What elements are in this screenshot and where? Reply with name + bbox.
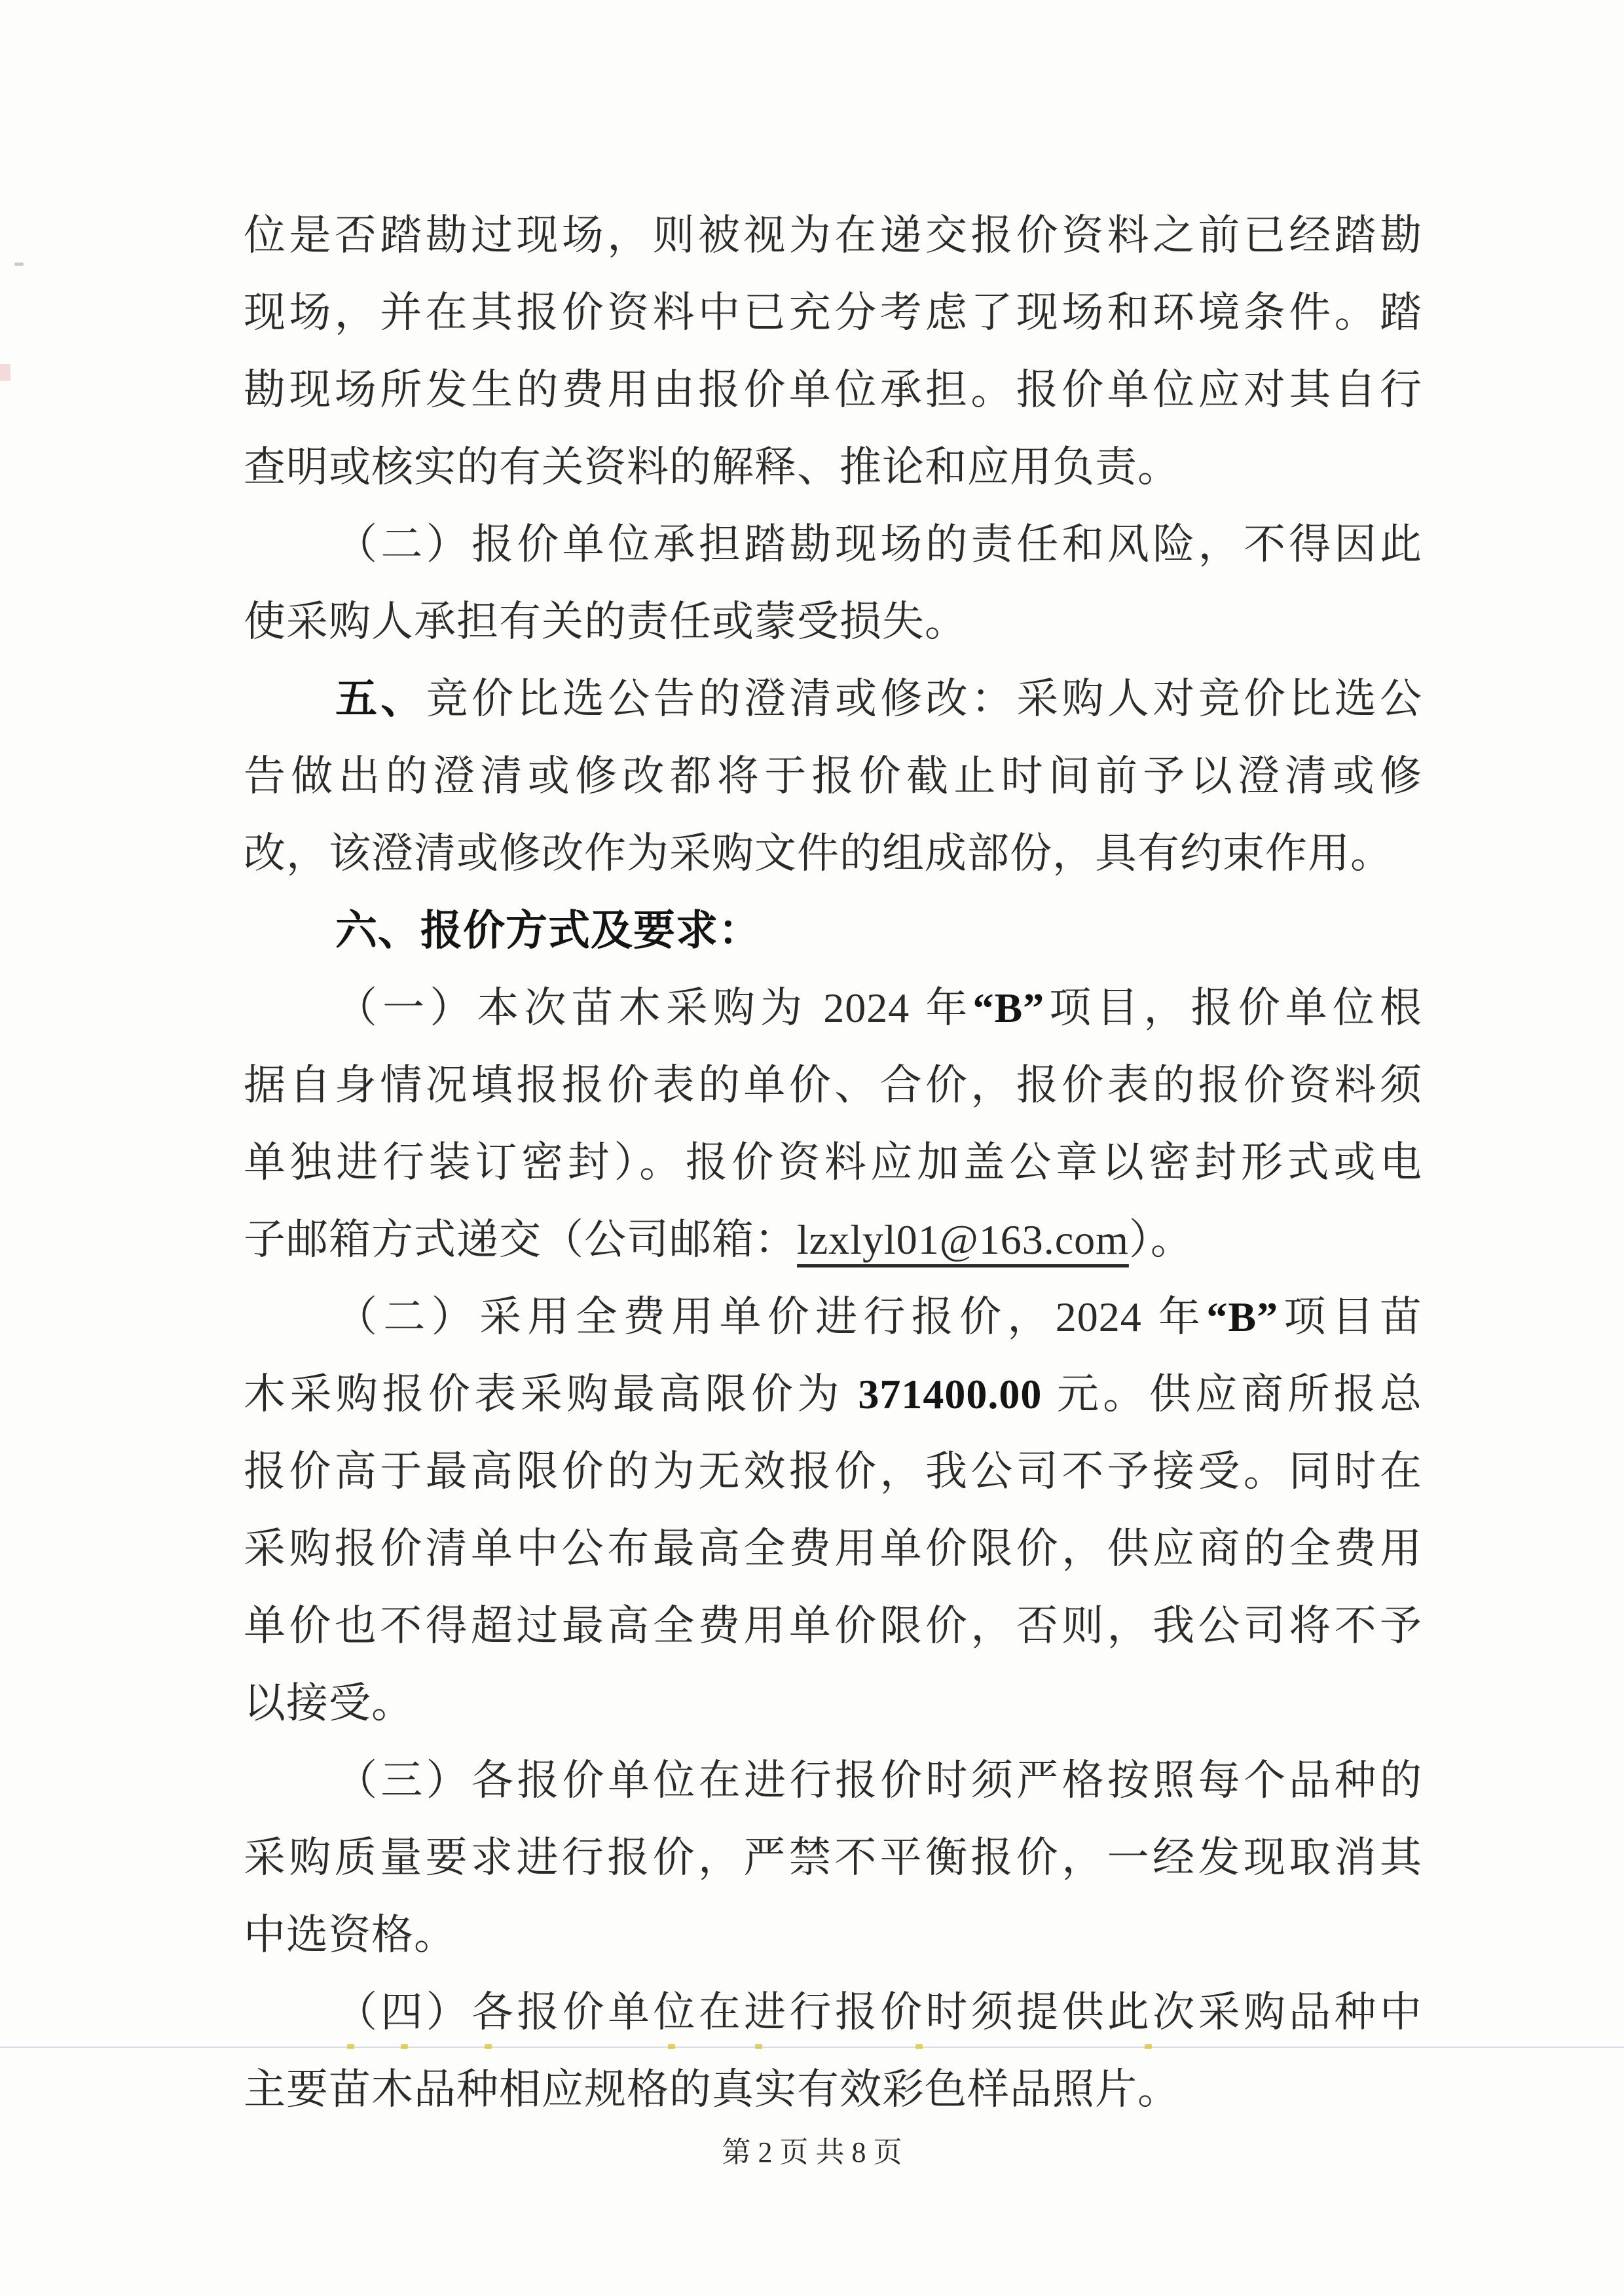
- text-line: [244, 1665, 1422, 1742]
- text-segment: 现场，并在其报价资料中已充分考虑了现场和环境条件。踏: [244, 289, 1422, 336]
- text-segment: 2024: [823, 985, 910, 1031]
- text-line: [244, 429, 1422, 506]
- text-segment: 主要苗木品种相应规格的真实有效彩色样品照片。: [244, 2066, 1180, 2113]
- text-segment: 项目苗: [1278, 1294, 1423, 1340]
- text-segment: “B”: [1206, 1294, 1279, 1340]
- text-line: [244, 352, 1422, 429]
- text-line: [244, 1279, 1422, 1356]
- text-segment: 子邮箱方式递交（公司邮箱：: [244, 1216, 797, 1263]
- text-line: [244, 583, 1422, 661]
- text-segment: “B”: [972, 985, 1045, 1031]
- text-line: [244, 1510, 1422, 1588]
- text-line: [244, 1356, 1422, 1433]
- text-segment: 五、: [335, 676, 426, 722]
- text-line: [244, 274, 1422, 352]
- document-text: [244, 197, 1422, 2128]
- text-line: [244, 1897, 1422, 1974]
- text-segment: 采购报价清单中公布最高全费用单价限价，供应商的全费用: [244, 1525, 1422, 1572]
- text-line: [244, 1047, 1422, 1124]
- text-segment: 竞价比选公告的澄清或修改：采购人对竞价比选公: [426, 676, 1423, 722]
- text-segment: （一）本次苗木采购为: [335, 985, 824, 1031]
- text-line: [244, 2051, 1422, 2128]
- text-line: [244, 1742, 1422, 1819]
- text-segment: 六、报价方式及要求：: [335, 907, 761, 954]
- text-line: [244, 506, 1422, 583]
- text-segment: 单独进行装订密封）。报价资料应加盖公章以密封形式或电: [244, 1139, 1422, 1186]
- text-line: [244, 197, 1422, 274]
- text-line: [244, 1974, 1422, 2051]
- text-segment: 中选资格。: [244, 1912, 456, 1958]
- text-segment: 2024: [1055, 1294, 1142, 1340]
- text-segment: （四）各报价单位在进行报价时须提供此次采购品种中: [335, 1989, 1422, 2035]
- text-segment: 以接受。: [244, 1680, 414, 1726]
- text-segment: 告做出的澄清或修改都将于报价截止时间前予以澄清或修: [244, 753, 1422, 799]
- text-line: [244, 1819, 1422, 1897]
- page-number: 第 2 页 共 8 页: [722, 2136, 902, 2168]
- scan-artifact-dash: [14, 263, 24, 266]
- text-segment: （二）采用全费用单价进行报价，: [335, 1294, 1056, 1340]
- text-segment: 年: [910, 985, 973, 1031]
- text-segment: （三）各报价单位在进行报价时须严格按照每个品种的: [335, 1757, 1422, 1804]
- text-segment: 报价高于最高限价的为无效报价，我公司不予接受。同时在: [244, 1448, 1422, 1495]
- text-segment: 年: [1141, 1294, 1207, 1340]
- text-line: [244, 1433, 1422, 1510]
- text-segment: 据自身情况填报报价表的单价、合价，报价表的报价资料须: [244, 1062, 1422, 1108]
- text-line: [244, 661, 1422, 738]
- email-text: lzxlyl01@163.com: [797, 1216, 1129, 1263]
- text-segment: 371400.00: [858, 1371, 1043, 1417]
- text-segment: 木采购报价表采购最高限价为: [244, 1371, 858, 1417]
- text-line: [244, 815, 1422, 892]
- text-segment: 位是否踏勘过现场，则被视为在递交报价资料之前已经踏勘: [244, 212, 1422, 259]
- text-line: [244, 892, 1422, 970]
- text-segment: 改，该澄清或修改作为采购文件的组成部份，具有约束作用。: [244, 830, 1393, 877]
- text-line: [244, 1201, 1422, 1279]
- text-line: [244, 970, 1422, 1047]
- text-line: [244, 738, 1422, 815]
- text-segment: 元。供应商所报总: [1042, 1371, 1423, 1417]
- text-segment: （二）报价单位承担踏勘现场的责任和风险，不得因此: [335, 521, 1422, 568]
- text-segment: 查明或核实的有关资料的解释、推论和应用负责。: [244, 444, 1180, 490]
- text-segment: 勘现场所发生的费用由报价单位承担。报价单位应对其自行: [244, 367, 1422, 413]
- text-segment: 项目，报价单位根: [1044, 985, 1423, 1031]
- text-segment: 使采购人承担有关的责任或蒙受损失。: [244, 598, 967, 645]
- scan-artifact-pink-mark: [0, 364, 10, 381]
- text-line: [244, 1124, 1422, 1201]
- text-segment: 采购质量要求进行报价，严禁不平衡报价，一经发现取消其: [244, 1834, 1422, 1881]
- text-segment: ）。: [1128, 1216, 1193, 1263]
- text-segment: 单价也不得超过最高全费用单价限价，否则，我公司将不予: [244, 1603, 1422, 1649]
- text-line: [244, 1588, 1422, 1665]
